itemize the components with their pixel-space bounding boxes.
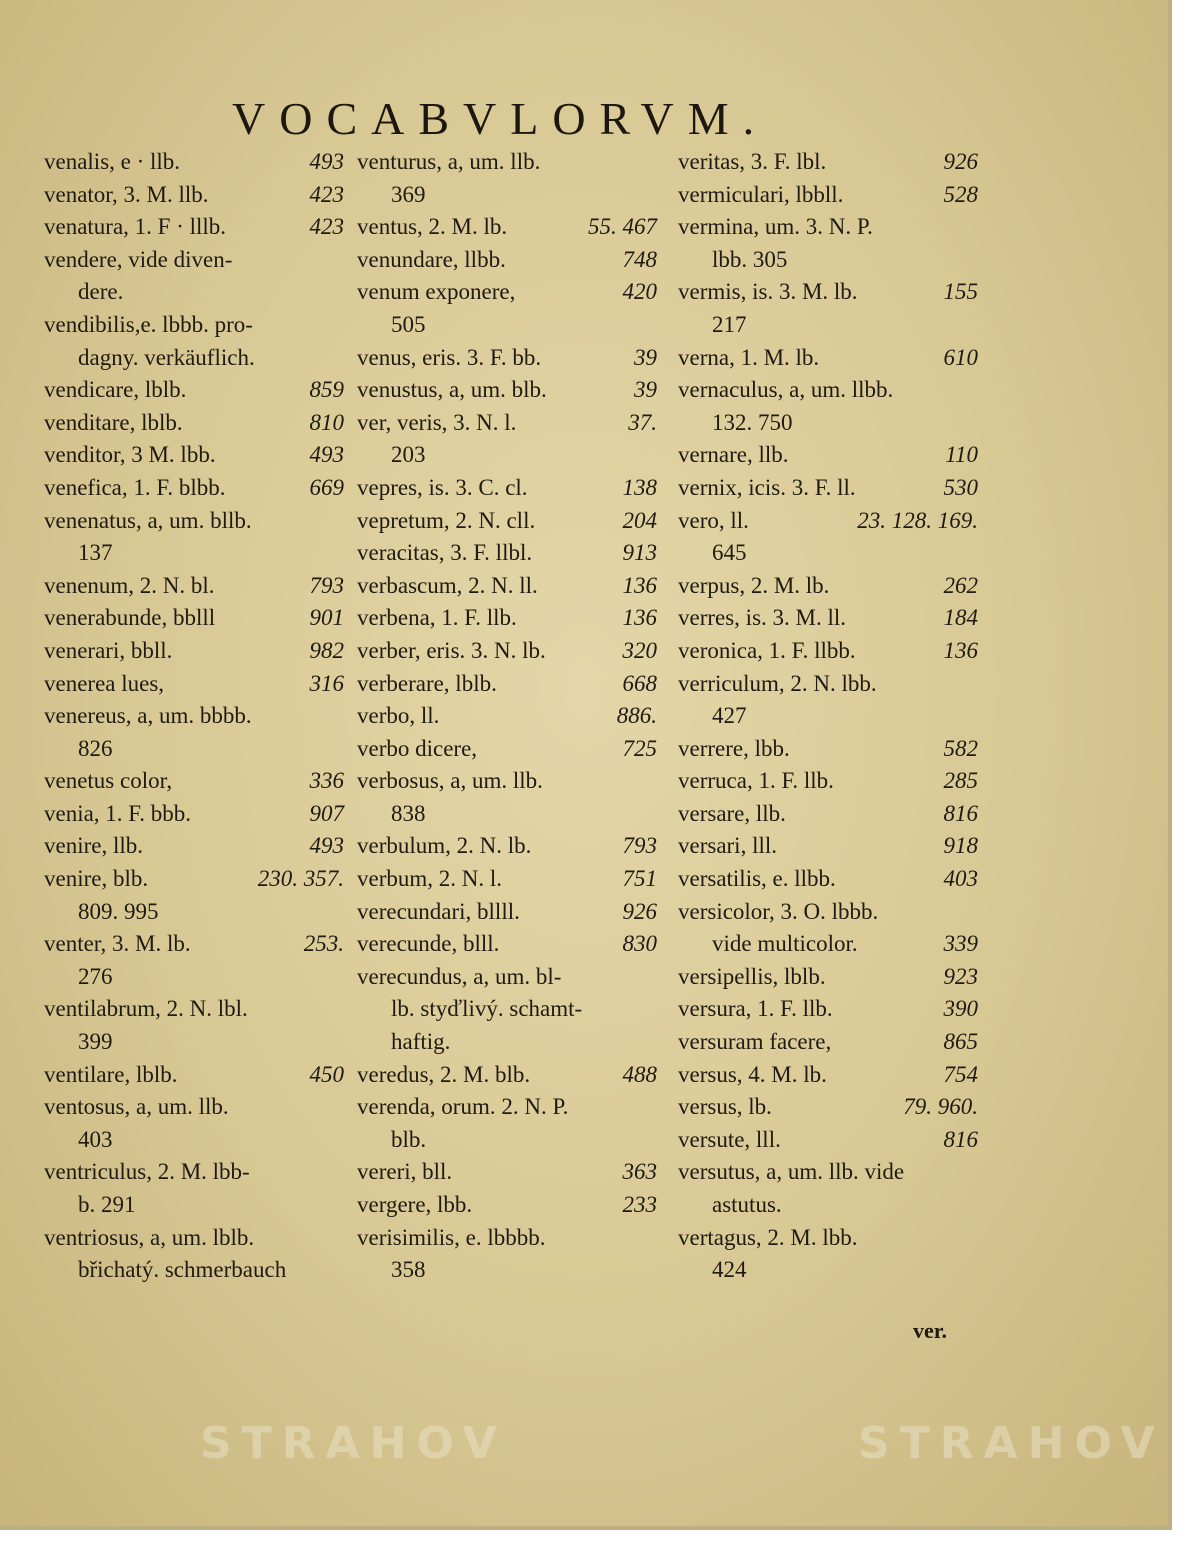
entry-page-number: 923 (943, 963, 978, 989)
entry-term: ventriculus, 2. M. lbb- (44, 1159, 250, 1185)
entry-term: 399 (78, 1029, 113, 1055)
index-entry (678, 505, 978, 538)
entry-term: b. 291 (78, 1192, 136, 1217)
entry-page-number: 285 (943, 768, 978, 794)
entry-page-number: 918 (943, 833, 978, 859)
entry-term: verbascum, 2. N. ll. (357, 572, 538, 598)
entry-term: venditare, lblb. (44, 409, 183, 435)
entry-term: vernix, icis. 3. F. ll. (678, 474, 856, 500)
entry-page-number: 253. (303, 931, 344, 957)
entry-term: 424 (712, 1257, 747, 1283)
index-entry (44, 1222, 344, 1255)
index-entry (357, 863, 657, 896)
index-entry (678, 244, 978, 277)
entry-page-number: 138 (622, 474, 657, 500)
index-entry (678, 276, 978, 309)
index-entry (357, 146, 657, 179)
entry-page-number: 488 (622, 1061, 657, 1087)
entry-page-number: 79. 960. (903, 1094, 978, 1120)
entry-term: lb. styďlivý. schamt- (391, 996, 583, 1022)
index-entry (357, 374, 657, 407)
entry-page-number: 363 (622, 1159, 657, 1185)
library-stamp: STRAHOV (200, 1418, 507, 1469)
entry-term: versari, lll. (678, 833, 777, 859)
entry-term: blb. (391, 1126, 427, 1152)
index-entry (678, 896, 978, 929)
index-entry (44, 244, 344, 277)
entry-term: 809. 995 (78, 898, 159, 924)
entry-page-number: 390 (943, 996, 978, 1022)
index-entry (357, 961, 657, 994)
index-entry (44, 961, 344, 994)
entry-term: venter, 3. M. lb. (44, 931, 191, 957)
entry-term: verriculum, 2. N. lbb. (678, 670, 877, 696)
index-entry (44, 798, 344, 831)
index-entry (678, 830, 978, 863)
index-entry (44, 896, 344, 929)
entry-term: astutus. (712, 1192, 782, 1217)
index-entry (678, 733, 978, 766)
entry-term: venerari, bbll. (44, 637, 173, 663)
index-entry (357, 211, 657, 244)
entry-term: vertagus, 2. M. lbb. (678, 1224, 858, 1250)
index-entry (44, 570, 344, 603)
index-entry (357, 407, 657, 440)
entry-page-number: 528 (943, 181, 978, 207)
index-entry (357, 1222, 657, 1255)
entry-term: veracitas, 3. F. llbl. (357, 540, 533, 566)
entry-term: venire, blb. (44, 866, 149, 892)
index-entry (678, 798, 978, 831)
index-entry (44, 309, 344, 342)
entry-term: 645 (712, 540, 747, 566)
entry-term: břichatý. schmerbauch (78, 1257, 287, 1283)
index-entry (678, 1189, 978, 1222)
entry-page-number: 865 (943, 1029, 978, 1055)
entry-page-number: 230. 357. (257, 866, 344, 892)
entry-term: verres, is. 3. M. ll. (678, 605, 847, 631)
entry-page-number: 136 (943, 637, 978, 663)
entry-term: 358 (391, 1257, 426, 1283)
index-entry (44, 1189, 344, 1222)
index-entry (357, 896, 657, 929)
entry-term: verna, 1. M. lb. (678, 344, 820, 370)
entry-term: venire, llb. (44, 833, 143, 859)
entry-term: verber, eris. 3. N. lb. (357, 637, 546, 663)
index-entry (44, 1026, 344, 1059)
entry-term: ver, veris, 3. N. l. (357, 409, 517, 435)
entry-term: 826 (78, 735, 113, 761)
index-entry (357, 700, 657, 733)
index-entry (357, 928, 657, 961)
index-entry (678, 1254, 978, 1287)
entry-term: venenum, 2. N. bl. (44, 572, 215, 598)
entry-term: venatura, 1. F · lllb. (44, 214, 227, 240)
index-entry (678, 765, 978, 798)
entry-term: 137 (78, 540, 113, 566)
index-entry (678, 439, 978, 472)
entry-page-number: 450 (309, 1061, 344, 1087)
library-stamp: STRAHOV (858, 1418, 1165, 1469)
entry-page-number: 725 (622, 735, 657, 761)
entry-term: venenatus, a, um. bllb. (44, 507, 252, 533)
entry-page-number: 751 (622, 866, 657, 892)
index-entry (44, 407, 344, 440)
index-entry (357, 733, 657, 766)
index-entry (678, 146, 978, 179)
entry-term: versutus, a, um. llb. vide (678, 1159, 905, 1185)
entry-page-number: 493 (309, 833, 344, 859)
entry-page-number: 262 (943, 572, 978, 598)
entry-term: ventus, 2. M. lb. (357, 214, 508, 240)
entry-page-number: 339 (943, 931, 978, 957)
entry-term: veronica, 1. F. llbb. (678, 637, 856, 663)
entry-term: venundare, llbb. (357, 246, 506, 272)
entry-term: vepretum, 2. N. cll. (357, 507, 536, 533)
entry-page-number: 982 (309, 637, 344, 663)
entry-page-number: 136 (622, 605, 657, 631)
entry-page-number: 423 (309, 214, 344, 240)
index-entry (357, 472, 657, 505)
index-entry (44, 635, 344, 668)
entry-term: haftig. (391, 1029, 451, 1055)
entry-page-number: 39 (634, 377, 657, 403)
entry-term: venalis, e · llb. (44, 149, 181, 174)
index-entry (678, 1124, 978, 1157)
index-entry (44, 342, 344, 375)
index-entry (678, 1091, 978, 1124)
entry-page-number: 336 (309, 768, 344, 794)
entry-term: venerabunde, bblll (44, 605, 216, 631)
entry-page-number: 493 (309, 442, 344, 468)
entry-page-number: 816 (943, 800, 978, 826)
index-entry (357, 1156, 657, 1189)
index-entry (678, 407, 978, 440)
entry-term: venia, 1. F. bbb. (44, 800, 192, 826)
entry-term: versus, lb. (678, 1094, 772, 1120)
entry-term: venustus, a, um. blb. (357, 377, 547, 403)
entry-term: 403 (78, 1126, 113, 1152)
index-entry (678, 635, 978, 668)
entry-page-number: 913 (622, 540, 657, 566)
index-entry (44, 1059, 344, 1092)
index-entry (357, 505, 657, 538)
entry-term: venetus color, (44, 768, 173, 794)
entry-page-number: 793 (622, 833, 657, 859)
index-entry (44, 211, 344, 244)
entry-page-number: 793 (309, 572, 344, 598)
entry-term: vermis, is. 3. M. lb. (678, 279, 858, 305)
entry-page-number: 233 (622, 1192, 657, 1217)
entry-term: verecunde, blll. (357, 931, 500, 957)
entry-page-number: 316 (309, 670, 344, 696)
entry-term: vermina, um. 3. N. P. (678, 214, 873, 240)
index-entry (357, 1189, 657, 1222)
entry-page-number: 668 (622, 670, 657, 696)
index-entry (44, 765, 344, 798)
index-entry (357, 537, 657, 570)
entry-term: versus, 4. M. lb. (678, 1061, 827, 1087)
entry-term: 427 (712, 703, 747, 729)
index-entry (44, 505, 344, 538)
index-entry (357, 765, 657, 798)
entry-term: venturus, a, um. llb. (357, 149, 541, 174)
entry-page-number: 55. 467 (588, 214, 657, 240)
index-entry (44, 179, 344, 212)
entry-page-number: 907 (309, 800, 344, 826)
entry-term: ventosus, a, um. llb. (44, 1094, 229, 1120)
entry-term: vermiculari, lbbll. (678, 181, 844, 207)
entry-term: dere. (78, 279, 124, 305)
entry-term: veritas, 3. F. lbl. (678, 149, 827, 174)
entry-term: venator, 3. M. llb. (44, 181, 209, 207)
entry-page-number: 37. (628, 409, 657, 435)
index-entry (678, 1156, 978, 1189)
index-entry (678, 700, 978, 733)
entry-term: veredus, 2. M. blb. (357, 1061, 531, 1087)
entry-term: vernare, llb. (678, 442, 789, 468)
index-entry (678, 863, 978, 896)
entry-page-number: 530 (943, 474, 978, 500)
index-entry (44, 668, 344, 701)
index-entry (357, 830, 657, 863)
index-entry (44, 993, 344, 1026)
index-entry (357, 1026, 657, 1059)
entry-term: verbum, 2. N. l. (357, 866, 503, 892)
index-entry (44, 439, 344, 472)
index-entry (678, 211, 978, 244)
index-entry (44, 928, 344, 961)
entry-page-number: 155 (943, 279, 978, 305)
entry-page-number: 493 (309, 149, 344, 174)
index-entry (678, 1059, 978, 1092)
entry-page-number: 320 (622, 637, 657, 663)
entry-term: versuram facere, (678, 1029, 832, 1055)
entry-term: vero, ll. (678, 507, 749, 533)
entry-page-number: 423 (309, 181, 344, 207)
index-entry (44, 700, 344, 733)
entry-page-number: 859 (309, 377, 344, 403)
entry-term: vepres, is. 3. C. cl. (357, 474, 528, 500)
entry-term: verbo, ll. (357, 703, 440, 729)
index-entry (678, 309, 978, 342)
entry-page-number: 204 (622, 507, 657, 533)
entry-term: verbulum, 2. N. lb. (357, 833, 532, 859)
page-title: VOCABVLORVM. (232, 93, 769, 144)
entry-term: ventilare, lblb. (44, 1061, 178, 1087)
entry-term: dagny. verkäuflich. (78, 344, 255, 370)
index-entry (44, 472, 344, 505)
index-entry (678, 472, 978, 505)
entry-page-number: 582 (943, 735, 978, 761)
entry-term: verbena, 1. F. llb. (357, 605, 517, 631)
index-entry (357, 993, 657, 1026)
entry-term: 132. 750 (712, 409, 793, 435)
index-entry (44, 374, 344, 407)
entry-term: verbo dicere, (357, 735, 478, 761)
entry-page-number: 901 (309, 605, 344, 631)
index-entry (44, 733, 344, 766)
entry-term: 203 (391, 442, 426, 468)
index-entry (357, 798, 657, 831)
entry-term: vendicare, lblb. (44, 377, 187, 403)
entry-term: vereri, bll. (357, 1159, 453, 1185)
entry-page-number: 136 (622, 572, 657, 598)
entry-term: vide multicolor. (712, 931, 858, 957)
entry-page-number: 754 (943, 1061, 978, 1087)
entry-page-number: 926 (622, 898, 657, 924)
index-entry (357, 276, 657, 309)
index-column-3 (678, 146, 978, 1287)
index-entry (678, 928, 978, 961)
entry-term: versipellis, lblb. (678, 963, 826, 989)
entry-term: verberare, lblb. (357, 670, 497, 696)
index-entry (44, 276, 344, 309)
index-entry (44, 537, 344, 570)
entry-term: venerea lues, (44, 670, 165, 696)
entry-term: ventilabrum, 2. N. lbl. (44, 996, 248, 1022)
entry-term: verecundus, a, um. bl- (357, 963, 562, 989)
index-entry (678, 342, 978, 375)
index-entry (44, 830, 344, 863)
entry-term: venereus, a, um. bbbb. (44, 703, 252, 729)
entry-term: versatilis, e. llbb. (678, 866, 836, 892)
index-entry (678, 993, 978, 1026)
entry-term: verrere, lbb. (678, 735, 790, 761)
entry-page-number: 110 (945, 442, 978, 468)
index-entry (678, 1026, 978, 1059)
entry-page-number: 816 (943, 1126, 978, 1152)
entry-term: verecundari, bllll. (357, 898, 520, 924)
index-entry (357, 244, 657, 277)
index-entry (357, 668, 657, 701)
entry-term: verisimilis, e. lbbbb. (357, 1224, 546, 1250)
entry-page-number: 420 (622, 279, 657, 305)
entry-page-number: 610 (943, 344, 978, 370)
entry-term: venditor, 3 M. lbb. (44, 442, 216, 468)
index-entry (678, 537, 978, 570)
entry-term: venum exponere, (357, 279, 516, 305)
index-entry (357, 1124, 657, 1157)
entry-term: 276 (78, 963, 113, 989)
index-entry (678, 179, 978, 212)
entry-page-number: 669 (309, 474, 344, 500)
entry-term: venus, eris. 3. F. bb. (357, 344, 542, 370)
index-entry (357, 1254, 657, 1287)
index-entry (357, 342, 657, 375)
entry-term: ventriosus, a, um. lblb. (44, 1224, 255, 1250)
entry-term: verbosus, a, um. llb. (357, 768, 543, 794)
entry-term: versicolor, 3. O. lbbb. (678, 898, 879, 924)
index-entry (44, 602, 344, 635)
entry-term: vergere, lbb. (357, 1192, 473, 1217)
entry-term: verpus, 2. M. lb. (678, 572, 830, 598)
index-column-1 (44, 146, 344, 1287)
index-entry (357, 635, 657, 668)
entry-page-number: 886. (616, 703, 657, 729)
index-entry (44, 863, 344, 896)
index-entry (357, 1059, 657, 1092)
entry-term: vendibilis,e. lbbb. pro- (44, 311, 253, 337)
entry-page-number: 184 (943, 605, 978, 631)
entry-page-number: 403 (943, 866, 978, 892)
index-column-2 (357, 146, 657, 1287)
entry-term: versare, llb. (678, 800, 786, 826)
index-entry (44, 1254, 344, 1287)
index-entry (678, 570, 978, 603)
entry-page-number: 23. 128. 169. (857, 507, 978, 533)
index-entry (44, 146, 344, 179)
entry-term: vendere, vide diven- (44, 246, 233, 272)
index-entry (678, 1222, 978, 1255)
index-entry (678, 602, 978, 635)
entry-page-number: 39 (634, 344, 657, 370)
index-entry (44, 1091, 344, 1124)
index-entry (357, 179, 657, 212)
entry-page-number: 926 (943, 149, 978, 174)
entry-term: 505 (391, 311, 426, 337)
index-entry (678, 374, 978, 407)
entry-term: verenda, orum. 2. N. P. (357, 1094, 569, 1120)
index-entry (678, 668, 978, 701)
entry-term: 217 (712, 311, 747, 337)
catchword: ver. (913, 1318, 948, 1343)
index-entry (357, 570, 657, 603)
entry-term: 369 (391, 181, 426, 207)
entry-term: lbb. 305 (712, 246, 788, 272)
index-entry (357, 309, 657, 342)
index-entry (357, 439, 657, 472)
entry-term: versute, lll. (678, 1126, 781, 1152)
index-entry (678, 961, 978, 994)
entry-term: verruca, 1. F. llb. (678, 768, 834, 794)
index-entry (44, 1124, 344, 1157)
index-entry (357, 602, 657, 635)
entry-term: 838 (391, 800, 426, 826)
entry-page-number: 748 (622, 246, 657, 272)
entry-page-number: 810 (309, 409, 344, 435)
entry-page-number: 830 (622, 931, 657, 957)
entry-term: versura, 1. F. llb. (678, 996, 833, 1022)
index-entry (357, 1091, 657, 1124)
entry-term: vernaculus, a, um. llbb. (678, 377, 894, 403)
entry-term: venefica, 1. F. blbb. (44, 474, 226, 500)
index-entry (44, 1156, 344, 1189)
